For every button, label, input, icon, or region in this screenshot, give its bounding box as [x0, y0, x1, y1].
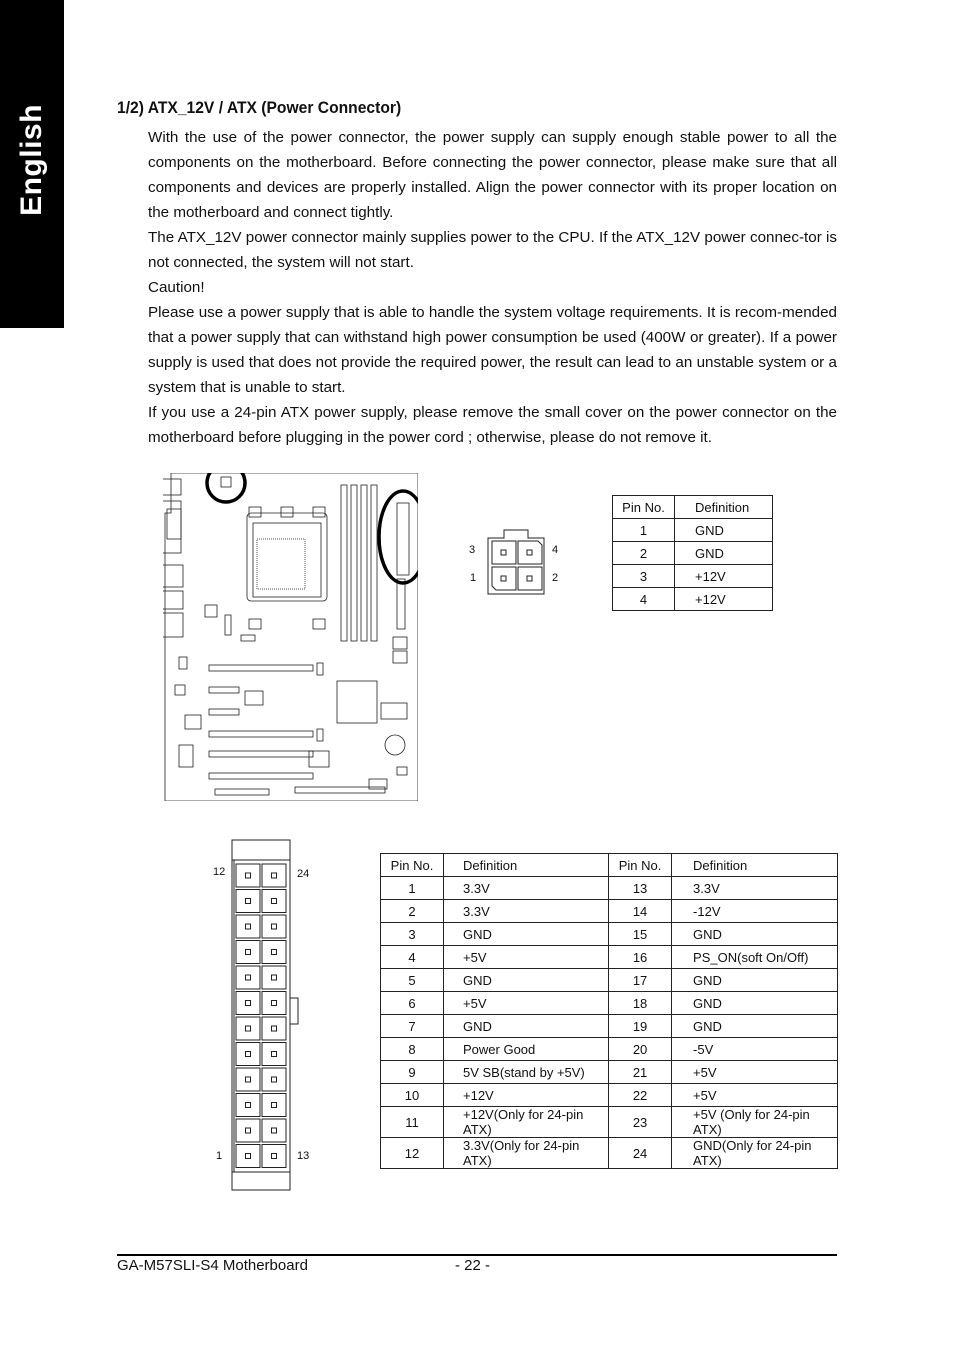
pin-socket	[262, 1068, 286, 1091]
table-cell: 6	[381, 992, 444, 1015]
pin-socket	[262, 1145, 286, 1168]
table-row	[381, 900, 838, 923]
pin-label: 2	[552, 572, 559, 584]
table-cell: 5V SB(stand by +5V)	[444, 1061, 609, 1084]
pin-contact	[272, 1154, 277, 1159]
table-cell: 3.3V	[444, 877, 609, 900]
pin-contact	[246, 899, 251, 904]
language-label: English	[15, 104, 48, 216]
table-row	[381, 1038, 838, 1061]
table-cell: 10	[381, 1084, 444, 1107]
table-header: Pin No.	[381, 854, 444, 877]
section-title: 1/2) ATX_12V / ATX (Power Connector)	[117, 98, 402, 117]
table-cell: GND	[675, 542, 773, 565]
table-cell: 15	[609, 923, 672, 946]
table-cell: 14	[609, 900, 672, 923]
paragraph: The ATX_12V power connector mainly supplies power to the CPU. If the ATX_12V power connec-tor is not connected, the system will not start.	[148, 229, 837, 271]
table-header: Definition	[675, 496, 773, 519]
table-cell: 23	[609, 1107, 672, 1138]
pin-socket	[236, 941, 260, 964]
table-cell: GND	[672, 1015, 838, 1038]
table-cell: 22	[609, 1084, 672, 1107]
pin-contact	[272, 975, 277, 980]
table-cell: 2	[613, 542, 675, 565]
pin-socket	[262, 992, 286, 1015]
table-row	[381, 877, 838, 900]
paragraph: With the use of the power connector, the power supply can supply enough stable power to all the components on the motherboard. Before connecting the power connector, please make sure that all components and devices are properly installed. Align the power connector with its proper location on the motherboard and connect tightly.	[148, 129, 837, 221]
pin-contact	[246, 1001, 251, 1006]
table-cell: -5V	[672, 1038, 838, 1061]
table-cell: GND	[444, 1015, 609, 1038]
pin-contact	[246, 1026, 251, 1031]
pin-socket	[236, 915, 260, 938]
table-cell: 11	[381, 1107, 444, 1138]
pin-socket	[262, 941, 286, 964]
table-cell: 17	[609, 969, 672, 992]
table-cell: GND	[672, 992, 838, 1015]
table-cell: +12V	[675, 588, 773, 611]
table-cell: 4	[613, 588, 675, 611]
table-row	[613, 565, 773, 588]
pin-socket	[262, 1017, 286, 1040]
paragraph: If you use a 24-pin ATX power supply, please remove the small cover on the power connector on the motherboard before plugging in the power cord ; otherwise, please do not remove it.	[148, 404, 837, 446]
pin-socket	[236, 1145, 260, 1168]
table-header: Pin No.	[609, 854, 672, 877]
pin-contact	[272, 1128, 277, 1133]
page-number: - 22 -	[455, 1257, 491, 1274]
pin-socket	[236, 1043, 260, 1066]
table-cell: 5	[381, 969, 444, 992]
pin-contact	[246, 1154, 251, 1159]
pin-label: 24	[297, 868, 310, 880]
paragraph: Please use a power supply that is able to handle the system voltage requirements. It is recom-mended that a power supply that can withstand high power consumption be used (400W or greater). If a power supply is used that does not provide the required power, the result can lead to an unstable system or a system that is unable to start.	[148, 304, 837, 396]
table-cell: -12V	[672, 900, 838, 923]
table-row	[381, 969, 838, 992]
footer-rule	[117, 1254, 837, 1256]
pin-socket	[236, 1094, 260, 1117]
pin-contact	[246, 1103, 251, 1108]
table-row	[381, 923, 838, 946]
pin-socket	[262, 864, 286, 887]
pin-label: 3	[469, 544, 476, 556]
table-row	[613, 588, 773, 611]
pin-contact	[272, 873, 277, 878]
pin-socket	[236, 1119, 260, 1142]
table-header-row	[613, 496, 773, 519]
table-cell: GND	[672, 923, 838, 946]
pin-socket	[236, 992, 260, 1015]
table-cell: 1	[381, 877, 444, 900]
table-row	[613, 519, 773, 542]
table-row	[381, 1138, 838, 1169]
atx-pin-table	[380, 853, 838, 1169]
table-header-row	[381, 854, 838, 877]
table-cell: PS_ON(soft On/Off)	[672, 946, 838, 969]
table-cell: 9	[381, 1061, 444, 1084]
pin-socket	[262, 966, 286, 989]
table-cell: +5V	[444, 992, 609, 1015]
table-cell: 3.3V(Only for 24-pin ATX)	[444, 1138, 609, 1169]
table-header: Definition	[444, 854, 609, 877]
table-cell: 3	[381, 923, 444, 946]
pin-socket	[236, 1017, 260, 1040]
table-cell: +5V	[672, 1061, 838, 1084]
pin-contact	[272, 1077, 277, 1082]
pin-socket	[262, 1119, 286, 1142]
table-cell: 1	[613, 519, 675, 542]
atx12v-pin-table	[612, 495, 773, 611]
table-cell: 21	[609, 1061, 672, 1084]
table-cell: 3.3V	[444, 900, 609, 923]
pin-contact	[272, 1052, 277, 1057]
pin-socket	[236, 1068, 260, 1091]
pin-socket	[262, 915, 286, 938]
pin-contact	[246, 1052, 251, 1057]
pin-label: 4	[552, 544, 559, 556]
pin-socket	[236, 890, 260, 913]
table-cell: +12V	[675, 565, 773, 588]
table-row	[381, 992, 838, 1015]
pin-label: 1	[470, 572, 477, 584]
table-cell: +12V(Only for 24-pin ATX)	[444, 1107, 609, 1138]
table-cell: 24	[609, 1138, 672, 1169]
table-cell: 13	[609, 877, 672, 900]
table-cell: GND(Only for 24-pin ATX)	[672, 1138, 838, 1169]
table-row	[381, 946, 838, 969]
table-cell: 3	[613, 565, 675, 588]
table-cell: 3.3V	[672, 877, 838, 900]
table-row	[381, 1061, 838, 1084]
table-row	[381, 1107, 838, 1138]
pin-socket	[236, 966, 260, 989]
pin-socket	[262, 1094, 286, 1117]
pin-contact	[272, 950, 277, 955]
table-cell: Power Good	[444, 1038, 609, 1061]
pin-label: 12	[213, 866, 226, 878]
table-header: Pin No.	[613, 496, 675, 519]
table-row	[381, 1084, 838, 1107]
table-cell: GND	[672, 969, 838, 992]
pin-contact	[246, 924, 251, 929]
pin-label: 13	[297, 1150, 310, 1162]
pin-contact	[246, 1077, 251, 1082]
table-row	[613, 542, 773, 565]
table-cell: +5V	[672, 1084, 838, 1107]
pin-contact	[272, 1026, 277, 1031]
atx-connector-diagram	[208, 838, 318, 1196]
table-cell: 8	[381, 1038, 444, 1061]
pin-contact	[246, 975, 251, 980]
table-row	[381, 1015, 838, 1038]
body-text	[148, 125, 837, 450]
table-cell: GND	[675, 519, 773, 542]
table-cell: GND	[444, 923, 609, 946]
pin-socket	[262, 1043, 286, 1066]
pin-contact	[246, 950, 251, 955]
table-cell: +5V (Only for 24-pin ATX)	[672, 1107, 838, 1138]
table-cell: 12	[381, 1138, 444, 1169]
caution-label: Caution!	[148, 279, 205, 296]
atx12v-connector-diagram	[460, 522, 570, 602]
table-cell: 4	[381, 946, 444, 969]
table-cell: 20	[609, 1038, 672, 1061]
pin-contact	[272, 1103, 277, 1108]
table-cell: +12V	[444, 1084, 609, 1107]
pin-socket	[262, 890, 286, 913]
table-cell: 19	[609, 1015, 672, 1038]
language-tab	[0, 0, 64, 328]
table-cell: 2	[381, 900, 444, 923]
table-cell: +5V	[444, 946, 609, 969]
table-cell: 7	[381, 1015, 444, 1038]
table-cell: GND	[444, 969, 609, 992]
pin-socket	[236, 864, 260, 887]
table-cell: 18	[609, 992, 672, 1015]
footer-model: GA-M57SLI-S4 Motherboard	[117, 1257, 308, 1274]
pin-contact	[246, 873, 251, 878]
pin-contact	[246, 1128, 251, 1133]
pin-contact	[272, 899, 277, 904]
table-header: Definition	[672, 854, 838, 877]
table-cell: 16	[609, 946, 672, 969]
pin-contact	[272, 924, 277, 929]
pin-contact	[272, 1001, 277, 1006]
motherboard-diagram	[163, 473, 418, 801]
pin-label: 1	[216, 1150, 223, 1162]
